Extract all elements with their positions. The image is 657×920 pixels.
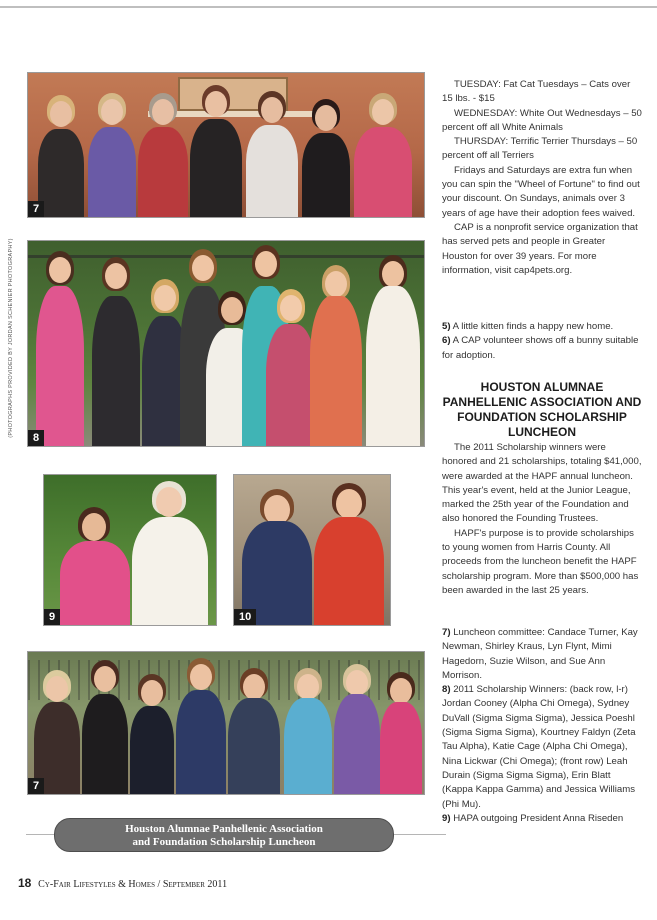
hapa-captions [442, 626, 642, 826]
section-banner [54, 818, 394, 852]
page-footer [18, 876, 227, 890]
photo-number: 9 [44, 609, 60, 625]
hapa-article-text [442, 441, 642, 598]
photo-number: 10 [234, 609, 256, 625]
caption: 5) A little kitten finds a happy new home. [442, 321, 614, 332]
caption: 6) A CAP volunteer shows off a bunny suitable for adoption. [442, 335, 639, 361]
paragraph: WEDNESDAY: White Out Wednesdays – 50 percent off all White Animals [442, 107, 642, 133]
photo-luncheon-committee [27, 651, 425, 795]
top-rule [0, 6, 657, 8]
photo-credit: (PHOTOGRAPHS PROVIDED BY JORDAN SCHENIER PHOTOGRAPHY) [8, 238, 14, 438]
photo-number: 7 [28, 778, 44, 794]
section-heading: HOUSTON ALUMNAE PANHELLENIC ASSOCIATION AND FOUNDATION SCHOLARSHIP LUNCHEON [442, 380, 642, 439]
cap-article-text [442, 78, 642, 278]
page-number: 18 [18, 876, 32, 890]
paragraph: HAPF's purpose is to provide scholarships to young women from Harris County. All proceeds from the luncheon benefit the HAPF scholarship program. More than $500,000 has been awarded in the last 25 years. [442, 527, 639, 596]
photo-committee-fireplace [27, 72, 425, 218]
photo-number: 7 [28, 201, 44, 217]
caption: 7) Luncheon committee: Candace Turner, Kay Newman, Shirley Kraus, Lyn Flynt, Mimi Hagedorn, Suzie Wilson, and Sue Ann Morrison. [442, 627, 638, 681]
paragraph: TUESDAY: Fat Cat Tuesdays – Cats over 15 lbs. - $15 [442, 79, 631, 105]
paragraph: Fridays and Saturdays are extra fun when you can spin the "Wheel of Fortune" to find out your discount. On Sundays, animals over 3 years of age have their adoption fees waived. [442, 164, 640, 219]
banner-line-1: Houston Alumnae Panhellenic Association [125, 823, 323, 835]
magazine-issue: Cy-Fair Lifestyles & Homes / September 2011 [38, 879, 228, 890]
caption: 8) 2011 Scholarship Winners: (back row, l-r) Jordan Cooney (Alpha Chi Omega), Sydney DuVall (Sigma Sigma Sigma), Jessica Poeshl (Sigma Sigma Sigma), Kourtney Faldyn (Zeta Tau Alpha), Katie Cage (Alpha Chi Omega), Nina Lickwar (Chi Omega); (front row) Leah Durain (Sigma Sigma Sigma), Erin Blatt (Kappa Kappa Gamma) and Jessica Williams (Phi Mu). [442, 684, 636, 810]
photo-number: 8 [28, 430, 44, 446]
photo-two-women-indoor [233, 474, 391, 626]
photo-two-women-garden [43, 474, 217, 626]
banner-line-2: and Foundation Scholarship Luncheon [132, 836, 316, 848]
paragraph: The 2011 Scholarship winners were honored and 21 scholarships, totaling $41,000, were awarded at the HAPF annual luncheon. This year's event, held at the Junior League, marked the 25th year of the Foundation and also honored the Founding Trustees. [442, 442, 642, 525]
caption: 9) HAPA outgoing President Anna Riseden [442, 812, 624, 824]
photo-scholarship-winners [27, 240, 425, 447]
cap-captions [442, 320, 642, 363]
paragraph: THURSDAY: Terrific Terrier Thursdays – 50 percent off all Terriers [442, 136, 638, 162]
paragraph: CAP is a nonprofit service organization that has served pets and people in Greater Houston for over 39 years. For more information, visit cap4pets.org. [442, 221, 638, 276]
